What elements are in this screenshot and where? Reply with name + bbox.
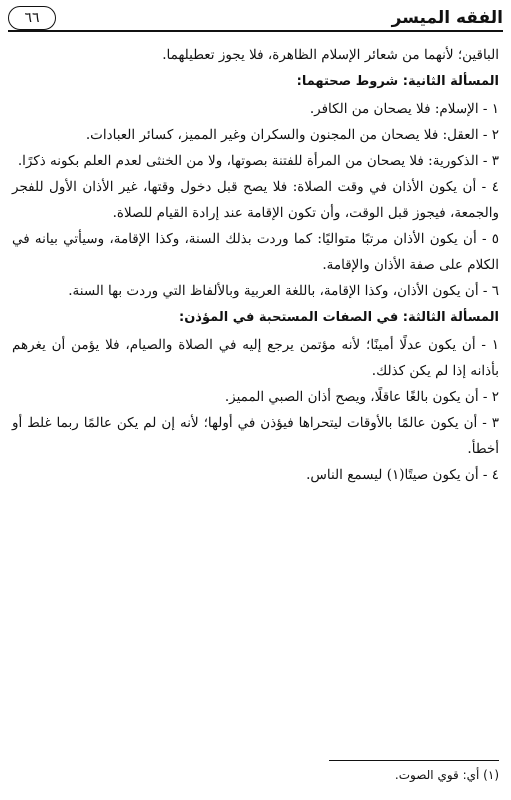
list-item: ٤ - أن يكون صيتًا(١) ليسمع الناس.	[306, 467, 499, 483]
section-heading-muezzin-traits: المسألة الثالثة: في الصفات المستحبة في المؤذن:	[179, 310, 499, 325]
list-item: ٢ - العقل: فلا يصحان من المجنون والسكران وغير المميز، كسائر العبادات.	[85, 127, 499, 143]
intro-paragraph: الباقين؛ لأنهما من شعائر الإسلام الظاهرة، فلا يجوز تعطيلهما.	[162, 47, 499, 63]
book-title: الفقه الميسر	[391, 8, 503, 28]
list-item: ٤ - أن يكون الأذان في وقت الصلاة: فلا يصح قبل دخول وقتها، غير الأذان الأول للفجر والجمعة، فيجوز قبل الوقت، وأن تكون الإقامة عند إرادة القيام للصلاة.	[12, 179, 499, 221]
list-item: ١ - الإسلام: فلا يصحان من الكافر.	[309, 101, 499, 117]
section-heading-conditions: المسألة الثانية: شروط صحتهما:	[296, 74, 499, 89]
list-item: ٢ - أن يكون بالغًا عاقلًا، ويصح أذان الصبي المميز.	[224, 389, 499, 405]
page-number-badge: ٦٦	[8, 6, 56, 30]
list-item: ٦ - أن يكون الأذان، وكذا الإقامة، باللغة العربية وبالألفاظ التي وردت بها السنة.	[68, 283, 499, 299]
footnote: (١) أي: قوي الصوت.	[394, 768, 499, 782]
footnote-divider	[329, 760, 499, 761]
list-item: ١ - أن يكون عدلًا أمينًا؛ لأنه مؤتمن يرجع إليه في الصلاة والصيام، فلا يؤمن أن يغرهم بأذانه إذا لم يكن كذلك.	[12, 337, 499, 379]
list-item: ٥ - أن يكون الأذان مرتبًا متواليًا: كما وردت بذلك السنة، وكذا الإقامة، وسيأتي بيانه في الكلام على صفة الأذان والإقامة.	[12, 231, 499, 273]
page-body	[12, 42, 499, 488]
list-item: ٣ - الذكورية: فلا يصحان من المرأة للفتنة بصوتها، ولا من الخنثى لعدم العلم بكونه ذكرًا.	[17, 153, 499, 169]
header-divider	[8, 30, 503, 32]
list-item: ٣ - أن يكون عالمًا بالأوقات ليتحراها فيؤذن في أولها؛ لأنه إن لم يكن عالمًا ربما غلط أو أخطأ.	[12, 415, 499, 457]
